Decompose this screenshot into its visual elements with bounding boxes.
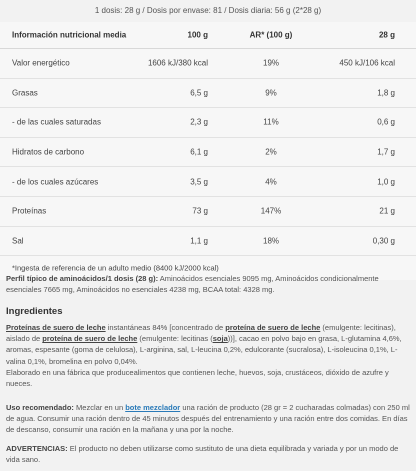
- ingredients-title: Ingredientes: [6, 306, 63, 317]
- ingredient-text: (emulgente: lecitinas (: [137, 334, 213, 344]
- table-header-row: [0, 22, 416, 49]
- table-cell: Proteínas: [12, 206, 47, 216]
- ingredient-allergen: proteína de suero de leche: [225, 323, 321, 332]
- table-cell: 18%: [262, 236, 280, 246]
- table-cell: Valor energético: [12, 58, 70, 68]
- table-row: [0, 108, 416, 138]
- ingredient-text: instantáneas 84% [concentrado de: [105, 323, 226, 332]
- dose-info: 1 dosis: 28 g / Dosis por envase: 81 / Dosis diaria: 56 g (2*28 g): [94, 6, 322, 15]
- table-cell: 21 g: [379, 206, 395, 216]
- amino-label: Perfil típico de aminoácidos/1 dosis (28 g):: [6, 274, 159, 283]
- ingredient-allergen: soja: [212, 334, 228, 344]
- header-nutrition: Información nutricional media: [12, 30, 127, 40]
- table-cell: 9%: [265, 88, 277, 98]
- table-row: [0, 167, 416, 197]
- table-cell: 1,7 g: [377, 147, 395, 157]
- header-ar: AR* (100 g): [249, 30, 293, 40]
- table-row: [0, 79, 416, 109]
- table-cell: 73 g: [192, 206, 208, 216]
- usage-text: [6, 402, 410, 436]
- table-row: [0, 197, 416, 227]
- warning-body: El producto no deben utilizarse como sustituto de una dieta equilibrada y variada y por un modo de vida sano.: [6, 444, 399, 465]
- shaker-link[interactable]: bote mezclador: [125, 403, 181, 412]
- table-cell: Hidratos de carbono: [12, 147, 85, 157]
- header-portion: 28 g: [378, 30, 395, 40]
- table-row: [0, 49, 416, 79]
- table-cell: 6,1 g: [190, 147, 208, 157]
- ingredient-text: ))], cacao en polvo bajo en grasa, L-glutamina 4,6%, aromas, espesante (goma de celulosa), L-arginina, sal, L-leucina 0,2%, edulcorante (sucralosa), L-isoleucina 0,1%, L-valina 0,1%, bromelina en polvo 0,04%.: [6, 334, 402, 366]
- table-cell: 2%: [265, 147, 277, 157]
- table-cell: 1606 kJ/380 kcal: [147, 58, 208, 68]
- ingredient-allergen: proteína de suero de leche: [42, 334, 138, 344]
- table-cell: 11%: [263, 117, 279, 127]
- usage-post: una ración de producto (28 gr = 2 cucharadas colmadas) con 250 ml de agua. Consumir una ración dentro de 45 minutos después del entrenamiento y una ración entre dos comidas. En días de descanso, consumir una ración en la mañana y una por la noche.: [6, 403, 410, 435]
- table-cell: Sal: [12, 236, 24, 246]
- ingredient-text: (emulgente: lecitinas), aislado de: [6, 323, 396, 344]
- allergen-note: Elaborado en una fábrica que producealimentos que contienen leche, huevos, soja, crustáceos, dióxido de azufre y nueces.: [6, 367, 389, 389]
- table-cell: 0,30 g: [372, 236, 395, 246]
- table-cell: 147%: [260, 206, 282, 216]
- table-row: [0, 138, 416, 168]
- table-cell: 2,3 g: [190, 117, 208, 127]
- warning-label: ADVERTENCIAS:: [6, 444, 68, 453]
- ingredients-text: [6, 322, 410, 389]
- amino-acid-profile: [6, 273, 410, 295]
- footnote-text: *Ingesta de referencia de un adulto medio (8400 kJ/2000 kcal): [12, 263, 219, 273]
- table-cell: 19%: [262, 58, 280, 68]
- table-cell: - de los cuales azúcares: [12, 177, 99, 187]
- usage-pre: Mezclar en un: [73, 403, 126, 412]
- table-cell: 450 kJ/106 kcal: [339, 58, 395, 68]
- nutrition-table: [0, 22, 416, 280]
- ingredient-allergen: Proteínas de suero de leche: [6, 323, 106, 332]
- table-cell: 1,0 g: [377, 177, 395, 187]
- table-cell: Grasas: [12, 88, 38, 98]
- amino-text: Aminoácidos esenciales 9095 mg, Aminoácidos condicionalmente esenciales 7665 mg, Aminoácidos no esenciales 4238 mg, BCAA total: 4328 mg.: [6, 274, 379, 294]
- table-cell: 1,8 g: [377, 88, 395, 98]
- usage-label: Uso recomendado:: [6, 403, 74, 412]
- table-cell: 6,5 g: [190, 88, 208, 98]
- table-cell: 1,1 g: [190, 236, 208, 246]
- header-100g: 100 g: [187, 30, 208, 40]
- table-cell: 3,5 g: [190, 177, 208, 187]
- warning-text: [6, 443, 410, 465]
- table-cell: 4%: [265, 177, 277, 187]
- table-row: [0, 227, 416, 257]
- table-cell: 0,6 g: [377, 117, 395, 127]
- table-cell: - de las cuales saturadas: [12, 117, 101, 127]
